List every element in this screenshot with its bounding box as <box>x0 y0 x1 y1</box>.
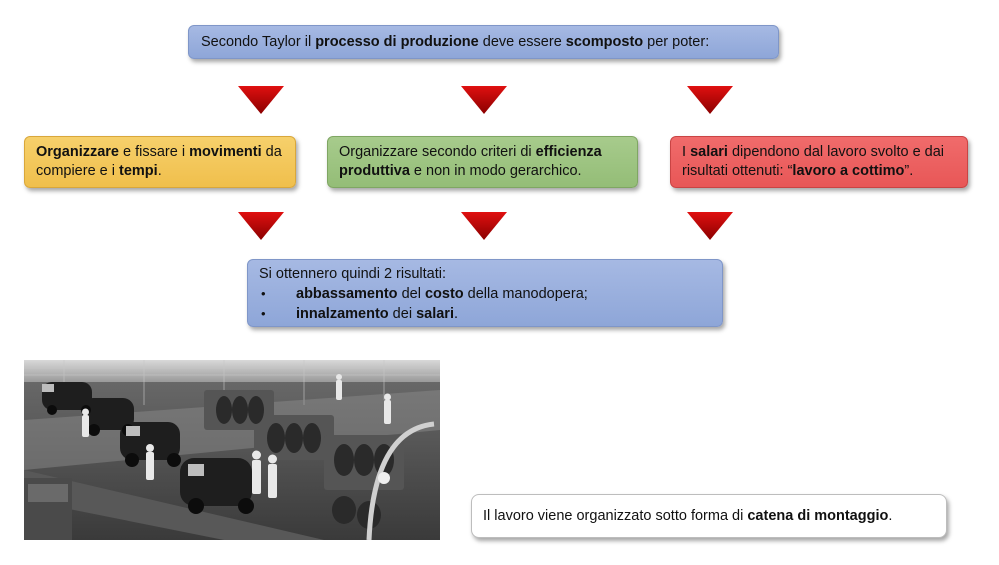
organize-movements-box <box>24 136 296 188</box>
intro-text: per poter: <box>643 34 710 50</box>
results-intro: Si ottennero quindi 2 risultati: <box>259 266 446 282</box>
note-text: Il lavoro viene organizzato sotto forma di <box>483 508 748 524</box>
bullet: • <box>261 306 266 321</box>
box-text: e non in modo gerarchico. <box>409 163 582 179</box>
box-text: dipendono dal lavoro svolto e dai risultati ottenuti: “ <box>682 144 945 179</box>
box-text: . <box>157 163 162 179</box>
down-arrow-icon <box>461 212 507 240</box>
box-text: Organizzare secondo criteri di <box>339 144 536 160</box>
bold-raising: innalzamento <box>296 306 389 322</box>
assembly-line-photo <box>24 360 440 540</box>
bold-cost: costo <box>424 286 464 302</box>
result-item-cost <box>259 284 711 304</box>
bold-efficiency: efficienza produttiva <box>339 144 602 179</box>
item-text: . <box>453 306 459 322</box>
bold-lowering: abbassamento <box>296 286 398 302</box>
down-arrow-icon <box>238 86 284 114</box>
bold-wages: salari <box>416 306 454 322</box>
efficiency-box <box>327 136 638 188</box>
item-text: del <box>397 286 425 302</box>
bold-movements: movimenti <box>189 144 262 160</box>
taylor-intro-box <box>188 25 779 59</box>
bold-organize: Organizzare <box>36 144 119 160</box>
item-text: dei <box>388 306 417 322</box>
down-arrow-icon <box>687 212 733 240</box>
wages-box <box>670 136 968 188</box>
note-text: . <box>888 508 893 524</box>
intro-bold-decomposed: scomposto <box>565 34 644 50</box>
results-box <box>247 259 723 327</box>
box-text: da compiere e i <box>36 144 282 179</box>
down-arrow-icon <box>687 86 733 114</box>
box-text: I <box>682 144 691 160</box>
down-arrow-icon <box>461 86 507 114</box>
bold-wages: salari <box>690 144 728 160</box>
box-text: ”. <box>904 163 914 179</box>
bold-times: tempi <box>119 163 158 179</box>
bold-piecework: lavoro a cottimo <box>792 163 905 179</box>
item-text: della manodopera; <box>463 286 588 302</box>
bold-assembly-line: catena di montaggio <box>747 508 889 524</box>
assembly-line-note <box>471 494 947 538</box>
intro-text: Secondo Taylor il <box>201 34 316 50</box>
intro-bold-process: processo di produzione <box>315 34 479 50</box>
intro-text: deve essere <box>478 34 566 50</box>
bullet: • <box>261 286 266 301</box>
box-text: e fissare i <box>119 144 190 160</box>
down-arrow-icon <box>238 212 284 240</box>
result-item-wages <box>259 304 711 324</box>
